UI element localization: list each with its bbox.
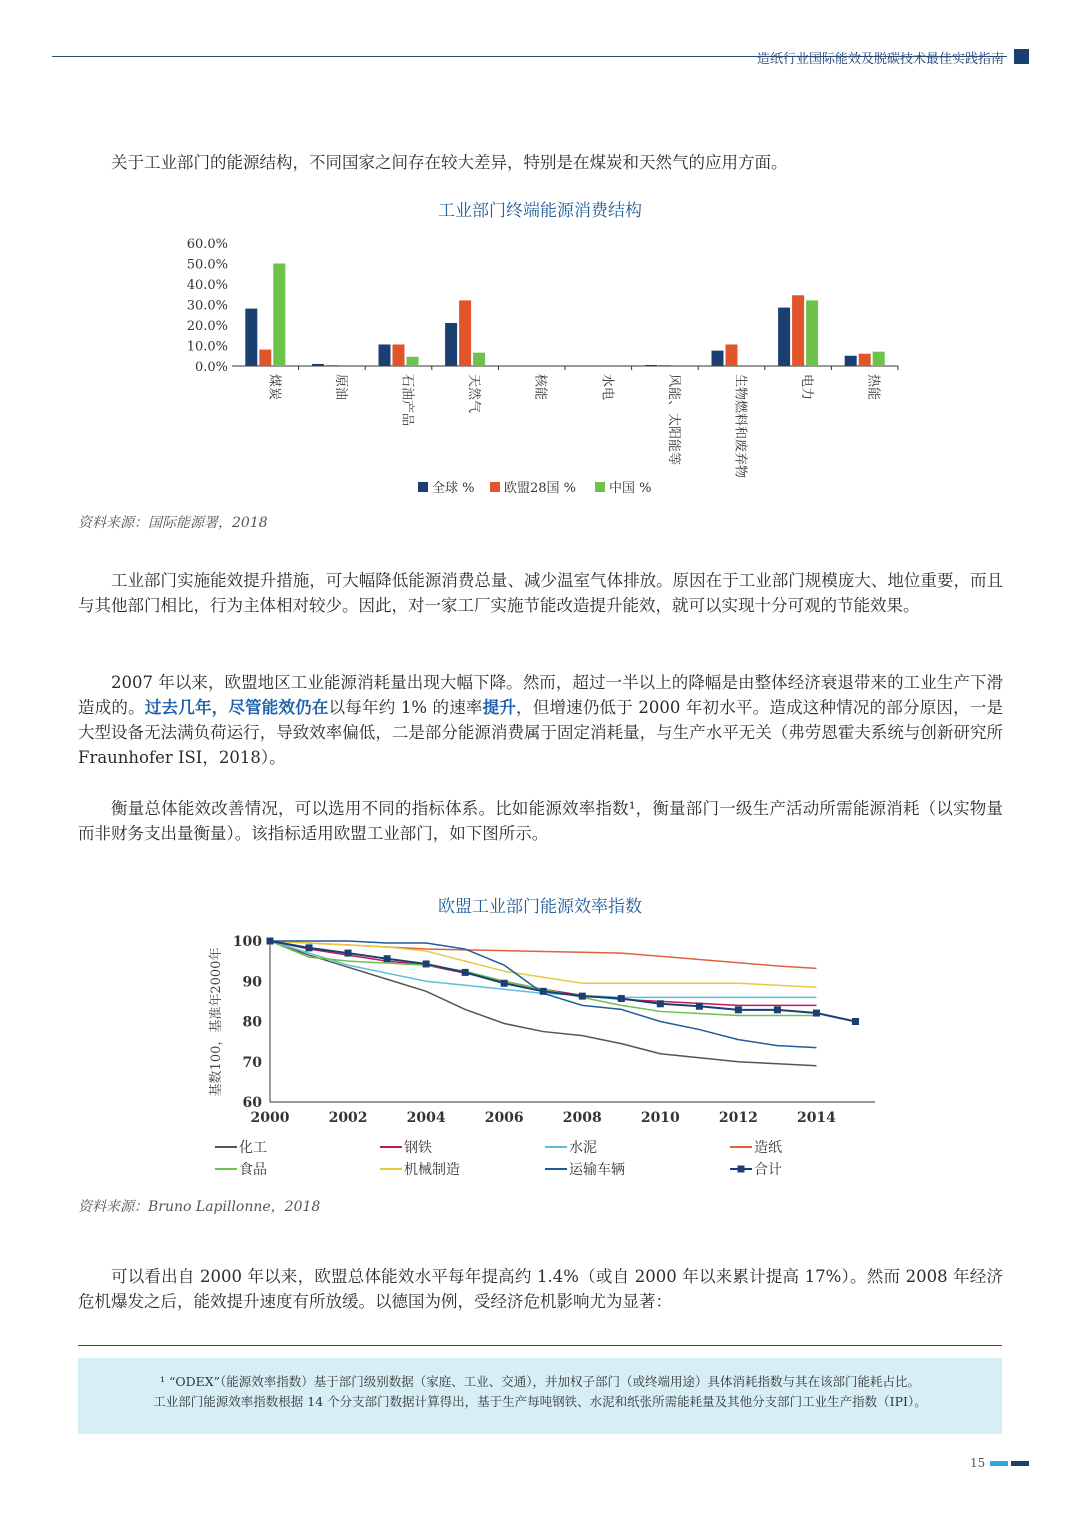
page-bar-dark [1011, 1461, 1029, 1466]
line-legend-label: 食品 [239, 1162, 267, 1178]
bar [326, 365, 338, 366]
page-bar-light [990, 1461, 1008, 1466]
data-point [813, 1010, 820, 1017]
bar-chart-title: 工业部门终端能源消费结构 [438, 201, 642, 221]
line-chart-ylabel: 基数100，基准年2000年 [209, 947, 224, 1097]
line-chart [200, 926, 920, 1182]
series-line [270, 941, 816, 1066]
series-line [270, 941, 855, 1022]
bar-chart [170, 232, 910, 504]
data-point [774, 1006, 781, 1013]
paragraph-2-text: 工业部门实施能效提升措施，可大幅降低能源消费总量、减少温室气体排放。原因在于工业部门规模庞大、地位重要，而且与其他部门相比，行为主体相对较少。因此，对一家工厂实施节能改造提升能效，就可以实现十分可观的节能效果。 [78, 571, 1003, 615]
data-point [384, 955, 391, 962]
paragraph-3-part2: 以每年约 1% 的速率 [328, 698, 483, 717]
data-point [540, 988, 547, 995]
line-xtick-label: 2014 [796, 1110, 836, 1126]
paragraph-2 [78, 568, 1003, 618]
line-legend-label: 造纸 [754, 1140, 782, 1156]
bar [245, 309, 257, 366]
paragraph-3-highlight1: 过去几年，尽管能效仍在 [144, 698, 329, 717]
bar [473, 353, 485, 366]
paragraph-3-part1: 2007 年以来，欧盟地区工业能源消耗量出现大幅下降。然而，超过一半以上的降幅是由整体经济衰退带来的工业生产下滑造成的。 [78, 673, 1003, 717]
data-point [462, 969, 469, 976]
bar-category-label: 天然气 [466, 374, 482, 414]
bar [792, 295, 804, 366]
bar [407, 357, 419, 366]
bar [712, 351, 724, 366]
bar-category-label: 煤炭 [266, 374, 282, 401]
bar [859, 354, 871, 366]
bar-category-label: 风能、太阳能等 [665, 374, 681, 466]
bar [873, 352, 885, 366]
paragraph-4 [78, 796, 1003, 846]
data-point [306, 944, 313, 951]
bar-ytick-label: 0.0% [194, 360, 228, 375]
line-xtick-label: 2008 [562, 1110, 602, 1126]
series-line [270, 941, 816, 987]
line-ytick-label: 80 [242, 1014, 262, 1031]
bar-category-label: 热能 [865, 374, 881, 401]
line-ytick-label: 100 [232, 934, 262, 950]
bar-ytick-label: 60.0% [186, 237, 228, 252]
bar-category-label: 水电 [599, 374, 615, 401]
bar-category-label: 石油产品 [399, 374, 415, 427]
line-xtick-label: 2006 [484, 1110, 524, 1126]
header-title: 造纸行业国际能效及脱碳技术最佳实践指南 [756, 52, 1004, 67]
data-point [696, 1003, 703, 1010]
line-legend-label: 钢铁 [404, 1140, 432, 1156]
bar [845, 356, 857, 366]
bar [312, 364, 324, 366]
line-chart-title: 欧盟工业部门能源效率指数 [438, 897, 642, 917]
bar [673, 365, 685, 366]
bar [645, 365, 657, 366]
bar-legend-label: 中国 % [609, 481, 652, 496]
paragraph-4-text: 衡量总体能效改善情况，可以选用不同的指标体系。比如能源效率指数¹，衡量部门一级生产活动所需能源消耗（以实物量而非财务支出量衡量）。该指标适用欧盟工业部门，如下图所示。 [78, 799, 1003, 843]
legend-marker [738, 1166, 745, 1173]
bar-ytick-label: 40.0% [186, 278, 228, 293]
footnote-line-1: ¹ “ODEX”（能源效率指数）基于部门级别数据（家庭、工业、交通），并加权子部门（或终端用途）具体消耗指数与其在该部门能耗占比。 [159, 1374, 921, 1389]
source-2: 资料来源：Bruno Lapillonne，2018 [78, 1199, 321, 1215]
line-ytick-label: 60 [242, 1095, 262, 1111]
paragraph-3-part3: ，但增速仍低于 2000 年初水平。造成这种情况的部分原因，一是大型设备无法满负荷运行，导致效率偏低，二是部分能源消费属于固定消耗量，与生产水平无关（弗劳恩霍夫系统与创新研究所 Fraunhofer ISI，2018）。 [78, 698, 1004, 767]
legend-swatch [490, 482, 500, 492]
bar [340, 365, 352, 366]
data-point [579, 993, 586, 1000]
line-ytick-label: 90 [242, 974, 262, 991]
source-1: 资料来源：国际能源署，2018 [78, 515, 268, 531]
bar [659, 365, 671, 366]
bar-ytick-label: 10.0% [186, 339, 228, 355]
intro-text: 关于工业部门的能源结构，不同国家之间存在较大差异，特别是在煤炭和天然气的应用方面。 [111, 153, 788, 172]
line-legend-label: 化工 [239, 1140, 267, 1156]
bar-category-label: 生物燃料和废弃物 [732, 374, 748, 479]
paragraph-5 [78, 1264, 1003, 1314]
bar [445, 323, 457, 366]
line-xtick-label: 2012 [718, 1110, 758, 1126]
bar [393, 344, 405, 366]
data-point [657, 1000, 664, 1007]
paragraph-3-highlight2: 提升 [482, 698, 517, 717]
bar-ytick-label: 50.0% [186, 257, 228, 273]
bar [806, 300, 818, 366]
footnote-line-2: 工业部门能源效率指数根据 14 个分支部门数据计算得出，基于生产每吨钢铁、水泥和纸张所需能耗量及其他分支部门工业生产指数（IPI）。 [153, 1394, 927, 1409]
data-point [852, 1018, 859, 1025]
bar [259, 350, 271, 366]
bar [459, 300, 471, 366]
paragraph-3 [78, 670, 1003, 770]
bar-legend-label: 欧盟28国 % [504, 481, 577, 496]
line-xtick-label: 2002 [328, 1110, 368, 1126]
data-point [423, 960, 430, 967]
data-point [735, 1006, 742, 1013]
line-ytick-label: 70 [242, 1054, 262, 1071]
footnote-box [78, 1358, 1002, 1434]
bar-category-label: 原油 [332, 374, 348, 401]
data-point [345, 950, 352, 957]
line-legend-label: 机械制造 [404, 1162, 460, 1178]
legend-swatch [418, 482, 428, 492]
bar [778, 308, 790, 366]
page-number: 15 [970, 1456, 986, 1470]
header-square-icon [1014, 49, 1029, 64]
data-point [618, 995, 625, 1002]
bar-ytick-label: 20.0% [186, 319, 228, 334]
bar [726, 344, 738, 366]
data-point [267, 938, 274, 945]
line-legend-label: 水泥 [569, 1140, 597, 1156]
line-xtick-label: 2004 [406, 1110, 446, 1126]
bar-category-label: 核能 [532, 374, 548, 401]
line-xtick-label: 2000 [250, 1110, 290, 1126]
bar-category-label: 电力 [799, 374, 815, 401]
line-xtick-label: 2010 [640, 1110, 680, 1126]
line-legend-label: 运输车辆 [569, 1162, 625, 1178]
bar [379, 344, 391, 366]
legend-swatch [595, 482, 605, 492]
bar-legend-label: 全球 % [432, 481, 475, 496]
line-legend-label: 合计 [754, 1162, 782, 1178]
footnote-rule [78, 1345, 1002, 1346]
intro-paragraph [78, 150, 1003, 175]
data-point [501, 980, 508, 987]
bar-ytick-label: 30.0% [186, 298, 228, 314]
paragraph-5-text: 可以看出自 2000 年以来，欧盟总体能效水平每年提高约 1.4%（或自 2000 年以来累计提高 17%）。然而 2008 年经济危机爆发之后，能效提升速度有所放缓。以德国为例，受经济危机影响尤为显著： [78, 1267, 1003, 1311]
bar [273, 264, 285, 367]
series-line [270, 941, 816, 1005]
